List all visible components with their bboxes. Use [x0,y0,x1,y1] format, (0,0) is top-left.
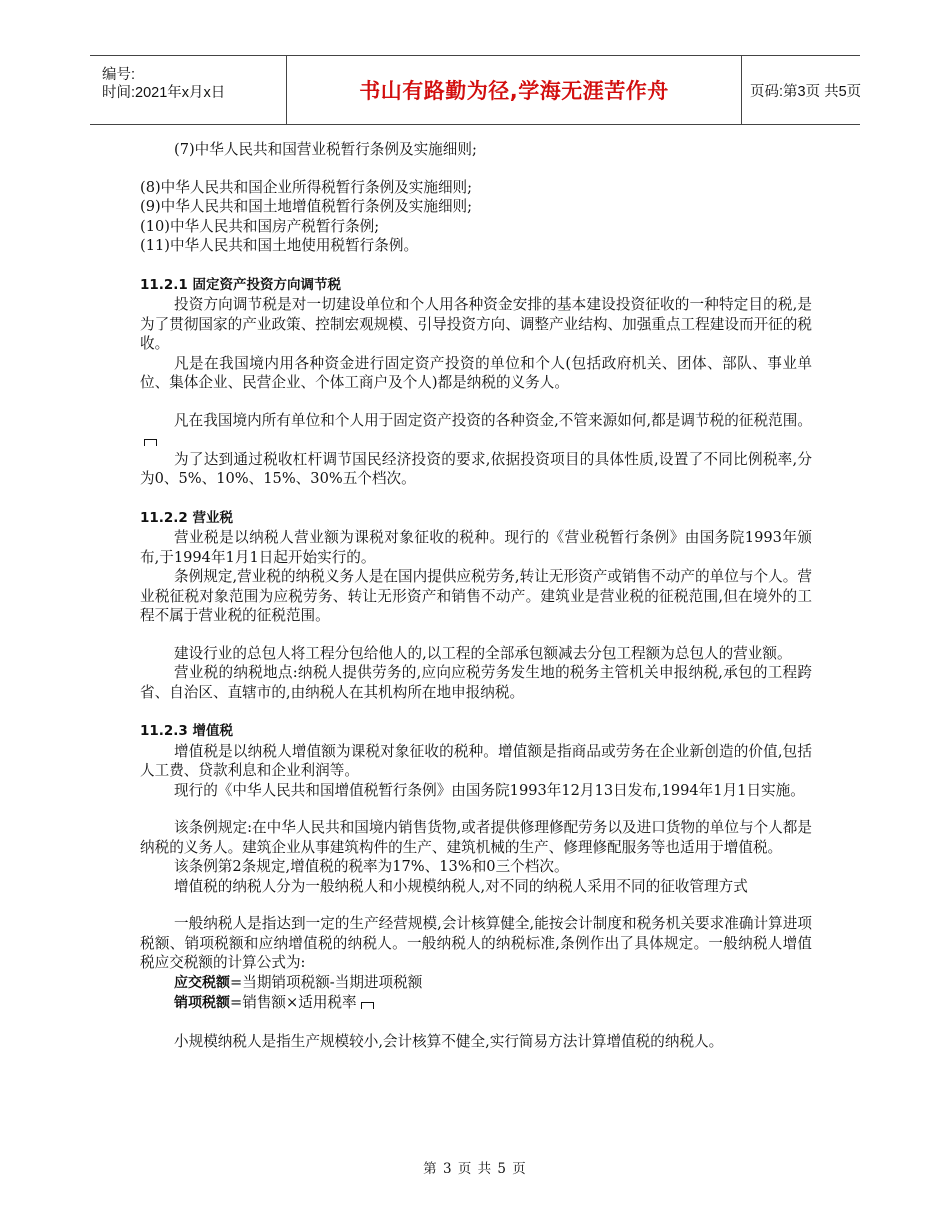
paragraph-mark-icon [361,1002,374,1009]
paragraph-mark-icon [144,439,157,446]
paragraph: 小规模纳税人是指生产规模较小,会计核算不健全,实行简易方法计算增值税的纳税人。 [174,1032,724,1050]
header-motto: 书山有路勤为径,学海无涯苦作舟 [359,79,669,103]
formula-line [140,993,812,1014]
formula-expression: =销售额×适用税率 [230,994,357,1011]
document-time-label: 时间:2021年x月x日 [102,85,226,101]
paragraph: 为了达到通过税收杠杆调节国民经济投资的要求,依据投资项目的具体性质,设置了不同比例税率,分为0、5%、10%、15%、30%五个档次。 [140,450,812,487]
paragraph: 凡在我国境内所有单位和个人用于固定资产投资的各种资金,不管来源如何,都是调节税的征税范围。 [140,411,812,450]
paragraph: 营业税是以纳税人营业额为课税对象征收的税种。现行的《营业税暂行条例》由国务院1993年颁布,于1994年1月1日起开始实行的。 [140,529,812,566]
page-header [90,55,860,125]
paragraph: 建设行业的总包人将工程分包给他人的,以工程的全部承包额减去分包工程额为总包人的营业额。 [174,644,792,662]
paragraph: 现行的《中华人民共和国增值税暂行条例》由国务院1993年12月13日发布,1994年1月1日实施。 [174,781,805,799]
paragraph: 条例规定,营业税的纳税义务人是在国内提供应税劳务,转让无形资产或销售不动产的单位与个人。营业税征税对象范围为应税劳务、转让无形资产和销售不动产。建筑业是营业税的征税范围,但在境外的工程不属于营业税的征税范围。 [140,568,812,624]
regulation-list-item: (10)中华人民共和国房产税暂行条例; [140,217,380,235]
document-body [140,140,812,1051]
regulation-list-item: (11)中华人民共和国土地使用税暂行条例。 [140,237,419,254]
page-footer: 第 3 页 共 5 页 [423,1161,527,1177]
paragraph: 投资方向调节税是对一切建设单位和个人用各种资金安排的基本建设投资征收的一种特定目的税,是为了贯彻国家的产业政策、控制宏观规模、引导投资方向、调整产业结构、加强重点工程建设而开征的税收。 [140,296,812,352]
header-page-cell [740,56,860,124]
section-heading: 11.2.1 固定资产投资方向调节税 [140,276,342,293]
regulation-list-item: (7)中华人民共和国营业税暂行条例及实施细则; [174,141,477,158]
header-left-cell [90,56,286,124]
paragraph: 该条例第2条规定,增值税的税率为17%、13%和0三个档次。 [174,858,569,875]
section-heading: 11.2.2 营业税 [140,509,234,526]
document-number-label: 编号: [102,67,136,83]
paragraph: 凡是在我国境内用各种资金进行固定资产投资的单位和个人(包括政府机关、团体、部队、事业单位、集体企业、民营企业、个体工商户及个人)都是纳税的义务人。 [140,354,812,391]
paragraph: 增值税的纳税人分为一般纳税人和小规模纳税人,对不同的纳税人采用不同的征收管理方式 [174,877,748,895]
formula-expression: =当期销项税额-当期进项税额 [230,973,423,991]
formula-term: 应交税额 [174,974,230,991]
header-motto-cell [286,56,742,124]
header-page-code: 页码:第3页 共5页 [750,83,862,100]
regulation-list-item: (8)中华人民共和国企业所得税暂行条例及实施细则; [140,178,473,196]
paragraph: 营业税的纳税地点:纳税人提供劳务的,应向应税劳务发生地的税务主管机关申报纳税,承包的工程跨省、自治区、直辖市的,由纳税人在其机构所在地申报纳税。 [140,664,812,701]
paragraph: 该条例规定:在中华人民共和国境内销售货物,或者提供修理修配劳务以及进口货物的单位与个人都是纳税的义务人。建筑企业从事建筑构件的生产、建筑机械的生产、修理修配服务等也适用于增值税。 [140,819,812,856]
paragraph: 增值税是以纳税人增值额为课税对象征收的税种。增值额是指商品或劳务在企业新创造的价值,包括人工费、贷款利息和企业利润等。 [140,742,812,779]
paragraph: 一般纳税人是指达到一定的生产经营规模,会计核算健全,能按会计制度和税务机关要求准确计算进项税额、销项税额和应纳增值税的纳税人。一般纳税人的纳税标准,条例作出了具体规定。一般纳税人增值税应交税额的计算公式为: [140,915,812,971]
formula-line [140,973,812,994]
formula-term: 销项税额 [174,995,230,1011]
regulation-list-item: (9)中华人民共和国土地增值税暂行条例及实施细则; [140,198,473,215]
section-heading: 11.2.3 增值税 [140,723,234,739]
